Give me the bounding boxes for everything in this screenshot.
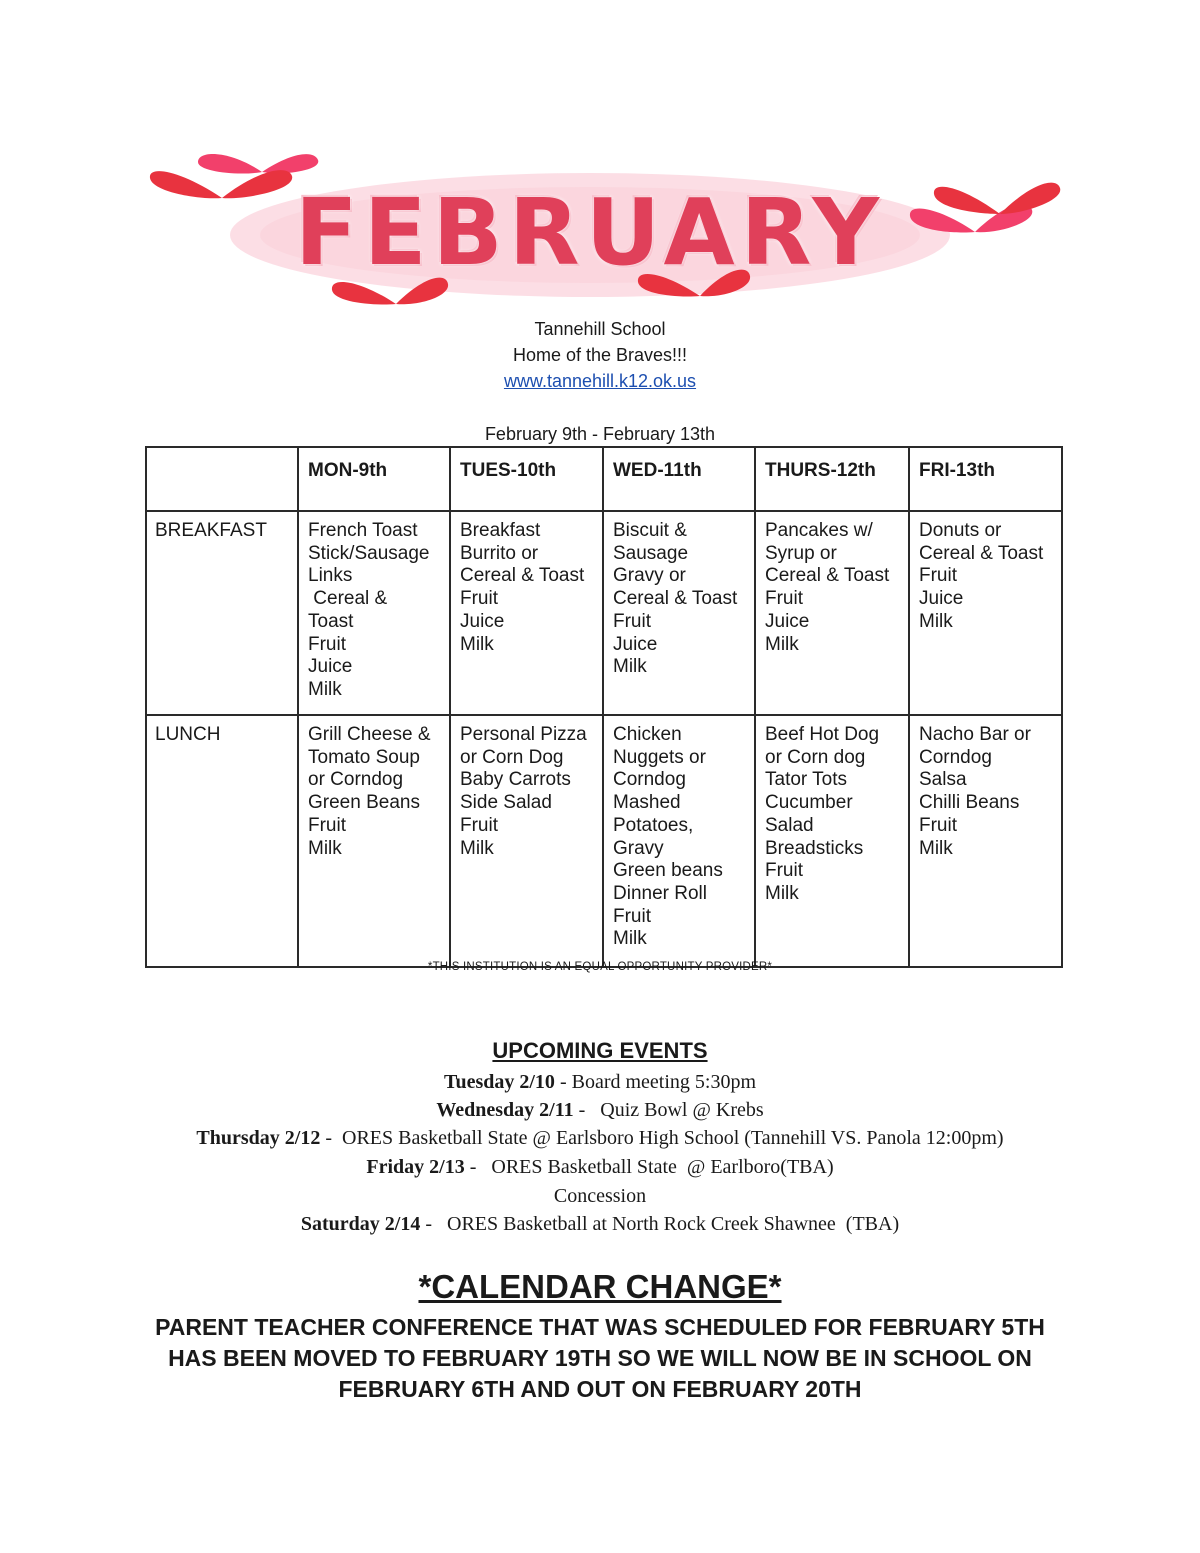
event-text: ORES Basketball State @ Earlsboro High School (Tannehill VS. Panola 12:00pm)	[342, 1127, 1004, 1149]
menu-item: Corndog	[919, 746, 992, 768]
menu-item: Fruit	[308, 633, 346, 655]
menu-item: Juice	[765, 610, 810, 632]
event-day: Friday 2/13	[366, 1156, 465, 1178]
menu-cell	[450, 715, 603, 967]
event-separator: -	[320, 1127, 342, 1149]
week-range: February 9th - February 13th	[484, 424, 716, 444]
calendar-change-notice: PARENT TEACHER CONFERENCE THAT WAS SCHEDULED FOR FEBRUARY 5TH HAS BEEN MOVED TO FEBRUARY 19TH SO WE WILL NOW BE IN SCHOOL ON FEBRUARY 6TH AND OUT ON FEBRUARY 20TH	[155, 1314, 1045, 1402]
menu-item: Tomato Soup	[308, 746, 420, 768]
event-day: Saturday 2/14	[300, 1213, 421, 1235]
menu-item: Fruit	[765, 588, 803, 610]
menu-item: Breadsticks	[765, 837, 864, 859]
menu-item: Tator Tots	[765, 769, 848, 791]
event-item	[0, 1099, 1200, 1122]
february-banner	[0, 0, 1200, 320]
menu-item: Gravy or	[613, 565, 686, 587]
menu-item: Cereal & Toast	[765, 565, 890, 587]
menu-corner-cell	[146, 447, 298, 511]
menu-item: Milk	[919, 837, 953, 859]
school-website-link[interactable]: www.tannehill.k12.ok.us	[503, 371, 697, 391]
menu-item: Cereal & Toast	[613, 588, 738, 610]
menu-item: Salad	[765, 814, 814, 836]
event-separator: -	[420, 1213, 447, 1235]
menu-header-row	[146, 447, 1062, 511]
menu-item: Milk	[613, 928, 647, 950]
menu-cell	[909, 511, 1062, 715]
menu-cell	[298, 715, 450, 967]
menu-item: Milk	[308, 837, 342, 859]
menu-item: Fruit	[308, 814, 346, 836]
menu-item: Links	[308, 565, 353, 587]
lunch-menu-table	[145, 446, 1063, 968]
menu-cell	[755, 715, 909, 967]
menu-item: Salsa	[919, 769, 967, 791]
menu-item: Fruit	[919, 814, 957, 836]
menu-item: Juice	[308, 656, 353, 678]
menu-cell	[603, 511, 755, 715]
breakfast-row	[146, 511, 1062, 715]
event-item	[0, 1071, 1200, 1094]
menu-cell	[450, 511, 603, 715]
event-text: ORES Basketball State @ Earlboro(TBA)	[491, 1156, 834, 1178]
event-day: Thursday 2/12	[196, 1127, 321, 1149]
menu-item: or Corn Dog	[460, 746, 564, 768]
day-header: THURS-12th	[755, 447, 909, 511]
menu-item: Personal Pizza	[460, 724, 587, 745]
meal-label: LUNCH	[146, 715, 298, 967]
menu-item: Breakfast	[460, 520, 541, 541]
event-item	[0, 1127, 1200, 1150]
menu-item: Milk	[460, 633, 494, 655]
menu-item: Pancakes w/	[765, 520, 873, 541]
menu-item: Fruit	[460, 588, 498, 610]
menu-item: Green Beans	[308, 792, 420, 814]
day-header: WED-11th	[603, 447, 755, 511]
day-header: MON-9th	[298, 447, 450, 511]
event-text: Quiz Bowl @ Krebs	[600, 1099, 764, 1121]
menu-item: Syrup or	[765, 542, 837, 564]
menu-item: Potatoes,	[613, 814, 694, 836]
day-header: FRI-13th	[909, 447, 1062, 511]
menu-item: Fruit	[613, 610, 651, 632]
menu-cell	[909, 715, 1062, 967]
menu-item: Biscuit &	[613, 520, 687, 541]
menu-item: Juice	[919, 588, 964, 610]
event-separator: -	[464, 1156, 492, 1178]
menu-item: Juice	[613, 633, 658, 655]
menu-item: Cereal &	[308, 588, 388, 610]
event-text: Board meeting 5:30pm	[571, 1071, 757, 1093]
menu-item: Fruit	[919, 565, 957, 587]
event-text: ORES Basketball at North Rock Creek Shawnee (TBA)	[447, 1213, 900, 1235]
menu-item: Cereal & Toast	[919, 542, 1044, 564]
menu-item: Cereal & Toast	[460, 565, 585, 587]
menu-item: Baby Carrots	[460, 769, 571, 791]
menu-item: Fruit	[613, 905, 651, 927]
menu-item: Corndog	[613, 769, 686, 791]
menu-cell	[755, 511, 909, 715]
menu-item: Milk	[919, 610, 953, 632]
menu-item: Milk	[765, 633, 799, 655]
menu-item: Nuggets or	[613, 746, 706, 768]
event-separator: -	[554, 1071, 572, 1093]
event-item	[0, 1156, 1200, 1179]
menu-item: Milk	[460, 837, 494, 859]
event-day: Wednesday 2/11	[436, 1099, 574, 1121]
menu-item: Nacho Bar or	[919, 724, 1031, 745]
menu-item: Milk	[308, 678, 342, 700]
menu-item: Dinner Roll	[613, 882, 707, 904]
heart-icon	[934, 183, 1060, 214]
school-name: Tannehill School	[534, 319, 666, 339]
menu-item: Burrito or	[460, 542, 539, 564]
menu-item: Side Salad	[460, 792, 552, 814]
event-text: Concession	[553, 1185, 647, 1207]
school-motto: Home of the Braves!!!	[512, 345, 688, 365]
meal-label: BREAKFAST	[146, 511, 298, 715]
event-day: Tuesday 2/10	[443, 1071, 555, 1093]
menu-cell	[603, 715, 755, 967]
menu-item: French Toast	[308, 520, 418, 541]
banner-title: FEBRUARY	[294, 179, 886, 286]
menu-item: Chilli Beans	[919, 792, 1020, 814]
upcoming-events-title: UPCOMING EVENTS	[492, 1038, 708, 1063]
menu-item: Juice	[460, 610, 505, 632]
menu-item: Gravy	[613, 837, 664, 859]
menu-item: Stick/Sausage	[308, 542, 430, 564]
menu-item: Chicken	[613, 724, 682, 745]
menu-item: Milk	[765, 882, 799, 904]
menu-item: Sausage	[613, 542, 689, 564]
calendar-change-title: *CALENDAR CHANGE*	[418, 1268, 782, 1305]
menu-item: Grill Cheese &	[308, 724, 431, 745]
menu-item: Mashed	[613, 792, 681, 814]
event-item	[0, 1185, 1200, 1208]
menu-item: Green beans	[613, 860, 723, 882]
menu-item: Fruit	[460, 814, 498, 836]
menu-item: Fruit	[765, 860, 803, 882]
heart-icon	[198, 154, 318, 174]
lunch-row	[146, 715, 1062, 967]
menu-item: Milk	[613, 656, 647, 678]
menu-item: Donuts or	[919, 520, 1002, 541]
menu-item: Beef Hot Dog	[765, 724, 880, 745]
menu-cell	[298, 511, 450, 715]
menu-item: Toast	[308, 610, 354, 632]
event-item	[0, 1213, 1200, 1236]
day-header: TUES-10th	[450, 447, 603, 511]
menu-item: or Corndog	[308, 769, 404, 791]
equal-opportunity-disclaimer: *THIS INSTITUTION IS AN EQUAL OPPORTUNITY PROVIDER*	[427, 961, 773, 973]
event-separator: -	[573, 1099, 601, 1121]
menu-item: or Corn dog	[765, 746, 866, 768]
menu-item: Cucumber	[765, 792, 853, 814]
